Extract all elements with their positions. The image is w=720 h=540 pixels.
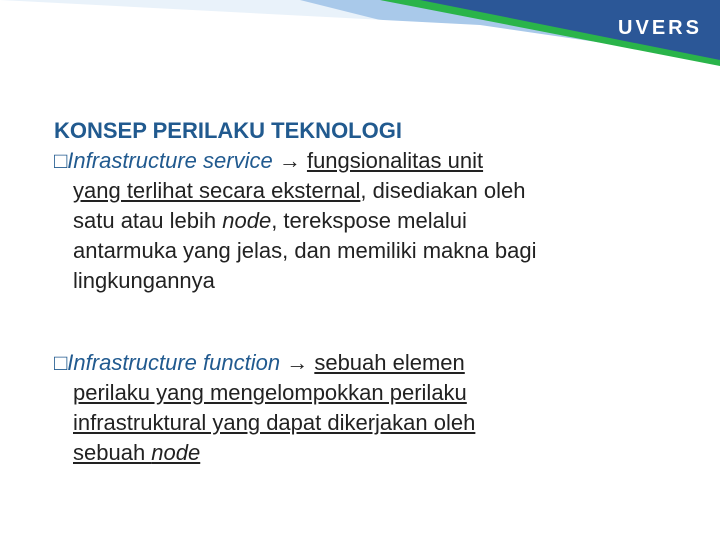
bullet-line — [54, 236, 674, 266]
uvers-logo — [600, 8, 720, 48]
bullet-line — [54, 206, 674, 236]
definition-text: node — [151, 440, 201, 465]
bullet-term: Infrastructure function — [67, 350, 281, 375]
definition-text: perilaku yang mengelompokkan perilaku — [73, 380, 467, 405]
bullet-box-icon: □ — [54, 148, 68, 173]
definition-text: node — [222, 208, 272, 233]
bullet-line — [54, 378, 674, 408]
logo-text: UVERS — [618, 16, 702, 39]
bullet-line — [54, 146, 674, 176]
bullet-line — [54, 176, 674, 206]
definition-text: sebuah — [73, 440, 152, 465]
bullet-line — [54, 348, 674, 378]
definition-text: yang terlihat secara eksternal — [73, 178, 361, 203]
definition-text: infrastruktural yang dapat dikerjakan oleh — [73, 410, 476, 435]
bullet-box-icon: □ — [54, 350, 68, 375]
spacer — [54, 296, 674, 348]
bullet-line — [54, 438, 674, 468]
definition-text: fungsionalitas unit — [306, 148, 484, 173]
bullet-infrastructure-function — [54, 348, 674, 468]
definition-text: , disediakan oleh — [360, 178, 526, 203]
definition-text: sebuah elemen — [314, 350, 465, 375]
definition-text: antarmuka yang jelas, dan memiliki makna bagi — [73, 238, 537, 263]
right-arrow-icon: → — [278, 148, 301, 173]
slide-content — [54, 116, 674, 468]
definition-text: satu atau lebih — [73, 208, 223, 233]
bullet-line — [54, 408, 674, 438]
bullet-infrastructure-service — [54, 146, 674, 296]
right-arrow-icon: → — [286, 350, 309, 375]
definition-text: , terekspose melalui — [271, 208, 467, 233]
bullet-line — [54, 266, 674, 296]
slide-title: KONSEP PERILAKU TEKNOLOGI — [54, 118, 402, 143]
bullet-term: Infrastructure service — [67, 148, 273, 173]
definition-text: lingkungannya — [73, 268, 215, 293]
